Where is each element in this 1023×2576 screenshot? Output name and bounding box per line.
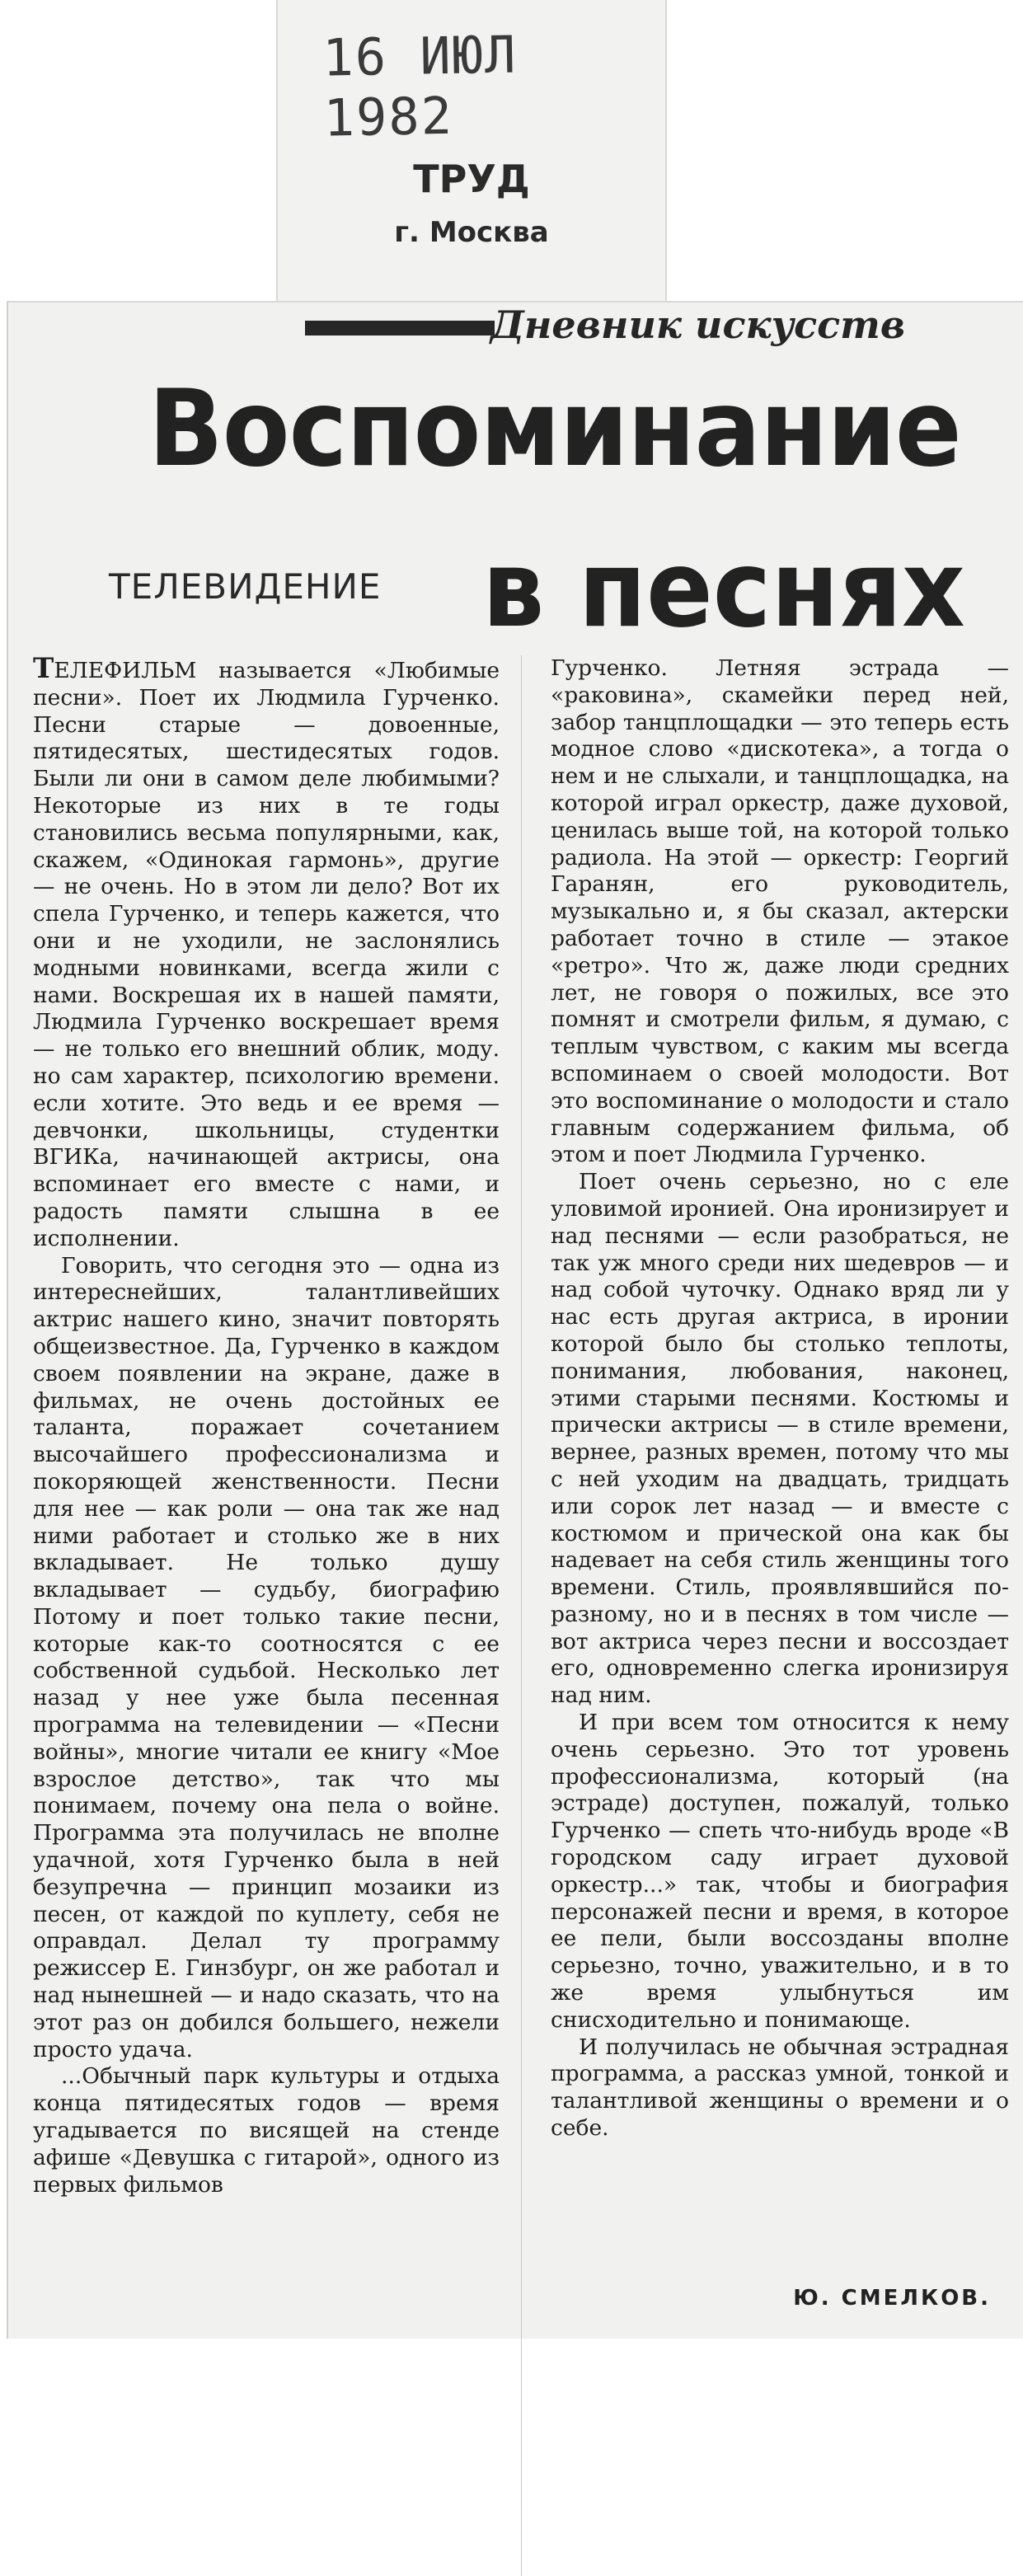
- article-column-left: [33, 652, 500, 2198]
- date-stamp: 16 ИЮЛ 1982: [321, 24, 518, 148]
- headline-line-1: Воспоминание: [148, 368, 961, 490]
- article-column-right: [551, 655, 1009, 2142]
- article-paragraph: ...Обычный парк культуры и отдыха конца пятидесятых годов — время угадывается по висящей на стенде афише «Девушка с гитарой», одного из первых фильмов: [33, 2063, 500, 2198]
- section-label: ТЕЛЕВИДЕНИЕ: [109, 566, 382, 607]
- column-divider: [521, 655, 522, 2576]
- author-signature: Ю. СМЕЛКОВ.: [793, 2286, 991, 2311]
- rubric-rule: [305, 321, 495, 335]
- newspaper-city: г. Москва: [394, 216, 549, 249]
- article-paragraph: Поет очень серьезно, но с еле уловимой иронией. Она иронизирует и над песнями — если разобраться, не так уж много среди них шедевров — и над собой чуточку. Однако вряд ли у нас есть другая актриса, в иронии которой было бы столько теплоты, понимания, любования, наконец, этими старыми песнями. Костюмы и прически актрисы — в стиле времени, вернее, разных времен, потому что мы с ней уходим на двадцать, тридцать или сорок лет назад — и вместе с костюмом и прической она как бы надевает на себя стиль женщины того времени. Стиль, проявлявшийся по-разному, но и в песнях в том числе — вот актриса через песни и воссоздает его, одновременно слегка иронизируя над ним.: [551, 1169, 1009, 1709]
- article-paragraph: Говорить, что сегодня это — одна из интереснейших, талантливейших актрис нашего кино, значит повторять общеизвестное. Да, Гурченко в каждом своем появлении на экране, даже в фильмах, не очень достойных ее таланта, поражает сочетанием высочайшего профессионализма и покоряющей женственности. Песни для нее — как роли — она так же над ними работает и столько же в них вкладывает. Не только душу вкладывает — судьбу, биографию Потому и поет только такие песни, которые как-то соотносятся с ее собственной судьбой. Несколько лет назад у нее уже была песенная программа на телевидении — «Песни войны», многие читали ее книгу «Мое взрослое детство», так что мы понимаем, почему она пела о войне. Программа эта получилась не вполне удачной, хотя Гурченко была в ней безупречна — принцип мозаики из песен, от каждой по куплету, себя не оправдал. Делал ту программу режиссер Е. Гинзбург, он же работал и над нынешней — и надо сказать, что на этот раз он добился большего, нежели просто удача.: [33, 1252, 500, 2062]
- headline-line-2: в песнях: [482, 528, 965, 651]
- rubric-heading: Дневник искусств: [490, 303, 906, 347]
- article-paragraph: Гурченко. Летняя эстрада — «раковина», скамейки перед ней, забор танцплощадки — это теперь есть модное слово «дискотека», а тогда о нем и не слыхали, и танцплощадка, на которой играл оркестр, даже духовой, ценилась выше той, на которой только радиола. На этой — оркестр: Георгий Гаранян, его руководитель, музыкально и, я бы сказал, актерски работает точно в стиле — этакое «ретро». Что ж, даже люди средних лет, не говоря о пожилых, все это помнят и смотрели фильм, я думаю, с теплым чувством, с каким мы всегда вспоминаем о своей молодости. Вот это воспоминание о молодости и стало главным содержанием фильма, об этом и поет Людмила Гурченко.: [551, 655, 1009, 1168]
- drop-cap: Т: [33, 652, 54, 685]
- paragraph-text: ЕЛЕФИЛЬМ называется «Любимые песни». Поет их Людмила Гурченко. Песни старые — довоенные, пятидесятых, шестидесятых годов. Были ли они в самом деле любимыми? Некоторые из них в те годы становились весьма популярными, как, скажем, «Одинокая гармонь», другие — не очень. Но в этом ли дело? Вот их спела Гурченко, и теперь кажется, что они и не уходили, не заслонялись модными новинками, всегда жили с нами. Воскрешая их в нашей памяти, Людмила Гурченко воскрешает время — не только его внешний облик, моду. но сам характер, психологию времени. если хотите. Это ведь и ее время — девчонки, школьницы, студентки ВГИКа, начинающей актрисы, она вспоминает его вместе с нами, и радость памяти слышна в ее исполнении.: [33, 658, 500, 1251]
- article-paragraph: И получилась не обычная эстрадная программа, а рассказ умной, тонкой и талантливой женщины о времени и о себе.: [551, 2034, 1009, 2142]
- newspaper-label: [276, 0, 667, 346]
- article-paragraph: И при всем том относится к нему очень серьезно. Это тот уровень профессионализма, который (на эстраде) доступен, пожалуй, только Гурченко — спеть что-нибудь вроде «В городском саду играет духовой оркестр...» так, чтобы и биография персонажей песни и время, в которое ее пели, были воссозданы вполне серьезно, точно, уважительно, и в то же время улыбнуться им снисходительно и понимающе.: [551, 1710, 1009, 2033]
- newspaper-name: ТРУД: [413, 157, 530, 201]
- article-paragraph: [33, 652, 500, 1253]
- article-clipping: [7, 301, 1023, 2339]
